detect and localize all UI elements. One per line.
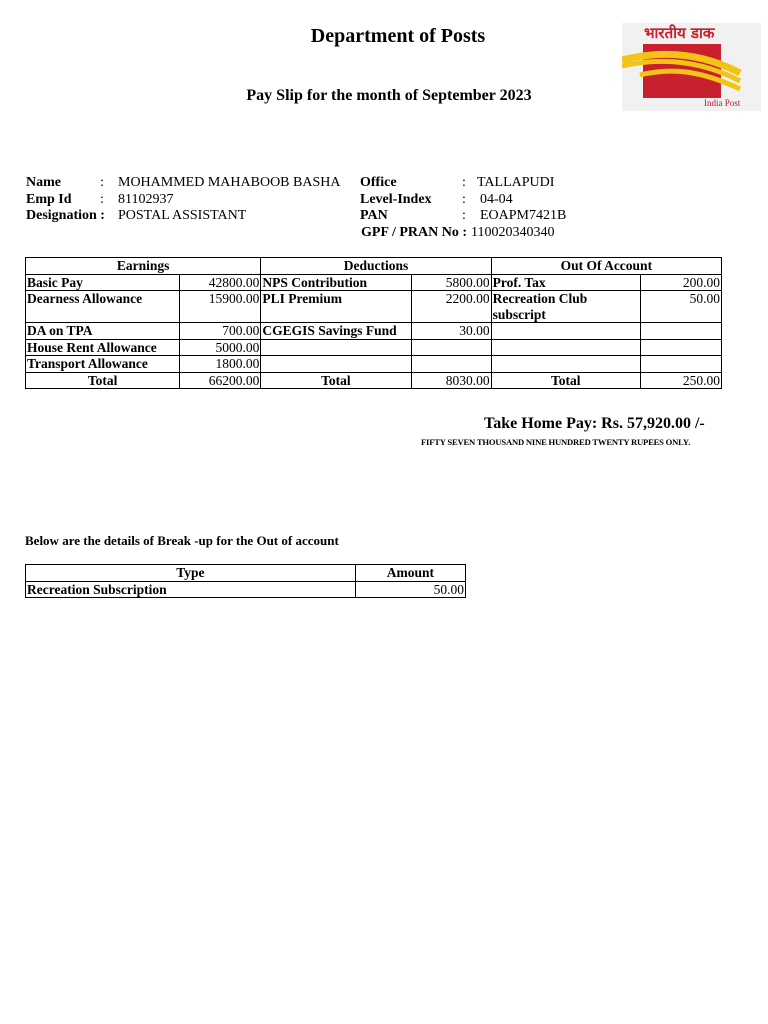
office-label: Office (360, 175, 397, 190)
earning-label: House Rent Allowance (26, 339, 180, 356)
out-of-account-label: Recreation Club subscript (491, 291, 640, 323)
earning-amount: 1800.00 (180, 356, 261, 373)
designation-label: Designation : (26, 208, 105, 223)
out-of-account-label (491, 339, 640, 356)
totals-row (26, 372, 722, 389)
employee-info-left (26, 175, 356, 225)
out-of-account-amount (640, 323, 721, 340)
out-of-account-total: 250.00 (640, 372, 721, 389)
name-label: Name (26, 175, 61, 190)
out-of-account-amount (640, 356, 721, 373)
breakup-table (25, 564, 466, 598)
out-of-account-amount: 50.00 (640, 291, 721, 323)
breakup-header-row (26, 565, 466, 582)
logo-english-text: India Post (704, 98, 741, 108)
office-value: TALLAPUDI (477, 175, 555, 190)
amount-in-words: FIFTY SEVEN THOUSAND NINE HUNDRED TWENTY RUPEES ONLY. (421, 437, 691, 447)
earning-amount: 700.00 (180, 323, 261, 340)
earning-label: DA on TPA (26, 323, 180, 340)
table-row (26, 356, 722, 373)
table-row (26, 274, 722, 291)
pan-colon: : (462, 208, 466, 223)
breakup-title: Below are the details of Break -up for the Out of account (25, 533, 339, 548)
out-of-account-amount: 200.00 (640, 274, 721, 291)
amount-header: Amount (355, 565, 465, 582)
breakup-amount: 50.00 (355, 581, 465, 598)
out-of-account-label: Prof. Tax (491, 274, 640, 291)
earning-label: Transport Allowance (26, 356, 180, 373)
deduction-amount (411, 339, 491, 356)
pay-slip-subtitle: Pay Slip for the month of September 2023 (246, 87, 532, 104)
empid-label: Emp Id (26, 191, 72, 207)
deduction-label: PLI Premium (261, 291, 411, 323)
deduction-label: NPS Contribution (261, 274, 411, 291)
earning-amount: 15900.00 (180, 291, 261, 323)
breakup-type: Recreation Subscription (26, 581, 356, 598)
earning-label: Basic Pay (26, 274, 180, 291)
earning-amount: 42800.00 (180, 274, 261, 291)
pan-value: EOAPM7421B (480, 208, 567, 223)
earning-amount: 5000.00 (180, 339, 261, 356)
level-colon: : (462, 191, 466, 207)
empid-colon: : (100, 191, 104, 207)
deduction-amount: 2200.00 (411, 291, 491, 323)
earnings-header: Earnings (26, 258, 261, 275)
designation-value: POSTAL ASSISTANT (118, 208, 247, 223)
gpf-value: 110020340340 (471, 224, 555, 240)
deduction-amount (411, 356, 491, 373)
name-colon: : (100, 175, 104, 190)
table-row (26, 581, 466, 598)
page-title: Department of Posts (310, 25, 486, 47)
name-value: MOHAMMED MAHABOOB BASHA (118, 175, 341, 190)
table-row (26, 291, 722, 323)
employee-info-right (360, 175, 590, 243)
office-colon: : (462, 175, 466, 190)
pan-label: PAN (360, 208, 388, 223)
deduction-amount: 30.00 (411, 323, 491, 340)
deduction-label: CGEGIS Savings Fund (261, 323, 411, 340)
empid-value: 81102937 (118, 191, 174, 207)
type-header: Type (26, 565, 356, 582)
earnings-total-label: Total (26, 372, 180, 389)
gpf-label: GPF / PRAN No : (361, 224, 468, 240)
india-post-logo (622, 23, 761, 111)
take-home-pay: Take Home Pay: Rs. 57,920.00 /- (484, 415, 705, 432)
deductions-total: 8030.00 (411, 372, 491, 389)
earnings-total: 66200.00 (180, 372, 261, 389)
table-row (26, 339, 722, 356)
deductions-header: Deductions (261, 258, 491, 275)
pay-table-header-row (26, 258, 722, 275)
deduction-amount: 5800.00 (411, 274, 491, 291)
out-of-account-label (491, 356, 640, 373)
level-value: 04-04 (480, 191, 513, 207)
deduction-label (261, 356, 411, 373)
out-of-account-amount (640, 339, 721, 356)
earning-label: Dearness Allowance (26, 291, 180, 323)
deductions-total-label: Total (261, 372, 411, 389)
table-row (26, 323, 722, 340)
out-of-account-header: Out Of Account (491, 258, 721, 275)
level-label: Level-Index (360, 191, 432, 207)
deduction-label (261, 339, 411, 356)
pay-table (25, 257, 722, 389)
logo-hindi-text: भारतीय डाक (644, 24, 715, 42)
out-of-account-total-label: Total (491, 372, 640, 389)
out-of-account-label (491, 323, 640, 340)
